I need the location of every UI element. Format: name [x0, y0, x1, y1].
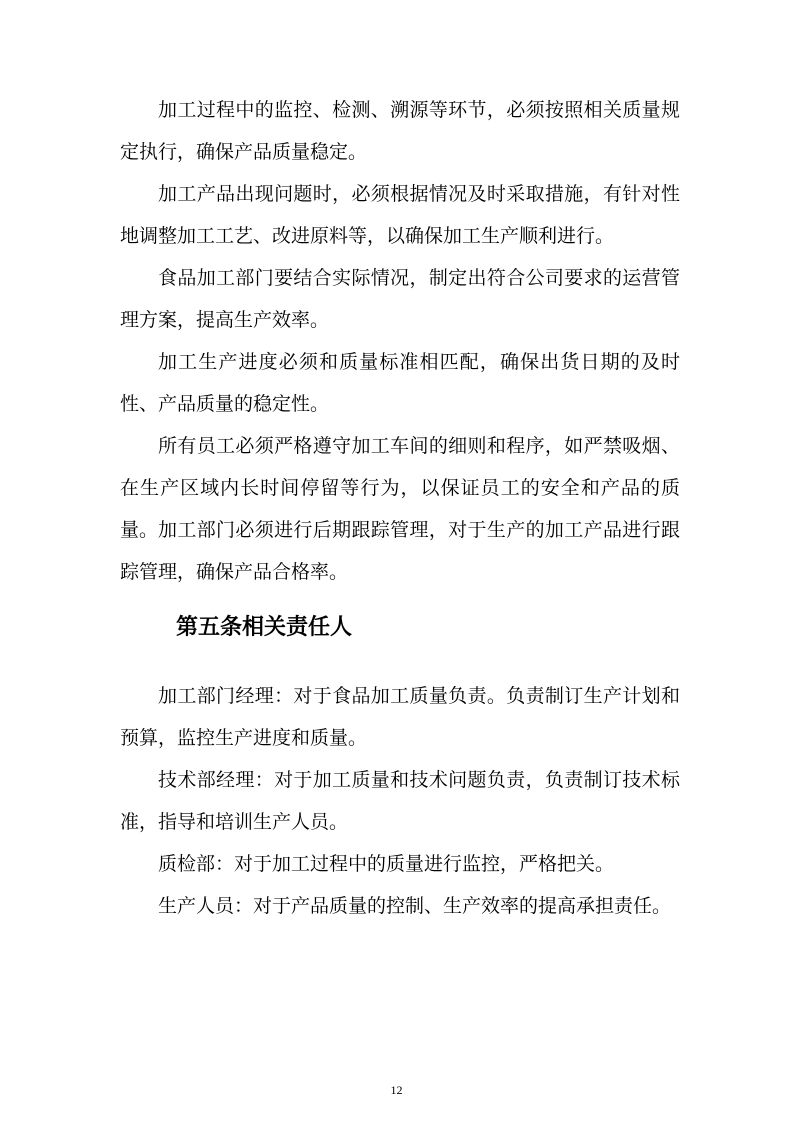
- paragraph-problem-handling: 加工产品出现问题时，必须根据情况及时采取措施，有针对性地调整加工工艺、改进原料等，以确保加工生产顺利进行。: [120, 183, 680, 247]
- paragraph-operation-plan: 食品加工部门要结合实际情况，制定出符合公司要求的运营管理方案，提高生产效率。: [120, 267, 680, 331]
- section-heading: 第五条相关责任人: [176, 615, 353, 640]
- paragraph-employee-rules: 所有员工必须严格遵守加工车间的细则和程序，如严禁吸烟、在生产区域内长时间停留等行为，以保证员工的安全和产品的质量。: [120, 435, 680, 541]
- page-number: 12: [390, 1083, 403, 1097]
- paragraph-tracking-management: 加工部门必须进行后期跟踪管理，对于生产的加工产品进行跟踪管理，确保产品合格率。: [120, 519, 680, 583]
- responsibility-processing-manager: 加工部门经理：对于食品加工质量负责。负责制订生产计划和预算，监控生产进度和质量。: [120, 685, 680, 749]
- paragraph-schedule-quality: 加工生产进度必须和质量标准相匹配，确保出货日期的及时性、产品质量的稳定性。: [120, 351, 680, 415]
- responsibility-production-staff: 生产人员：对于产品质量的控制、生产效率的提高承担责任。: [158, 895, 672, 917]
- responsibility-technical-manager: 技术部经理：对于加工质量和技术问题负责，负责制订技术标准，指导和培训生产人员。: [120, 769, 680, 833]
- responsibility-quality-inspection: 质检部：对于加工过程中的质量进行监控，严格把关。: [158, 853, 615, 875]
- paragraph-monitoring: 加工过程中的监控、检测、溯源等环节，必须按照相关质量规定执行，确保产品质量稳定。: [120, 99, 680, 163]
